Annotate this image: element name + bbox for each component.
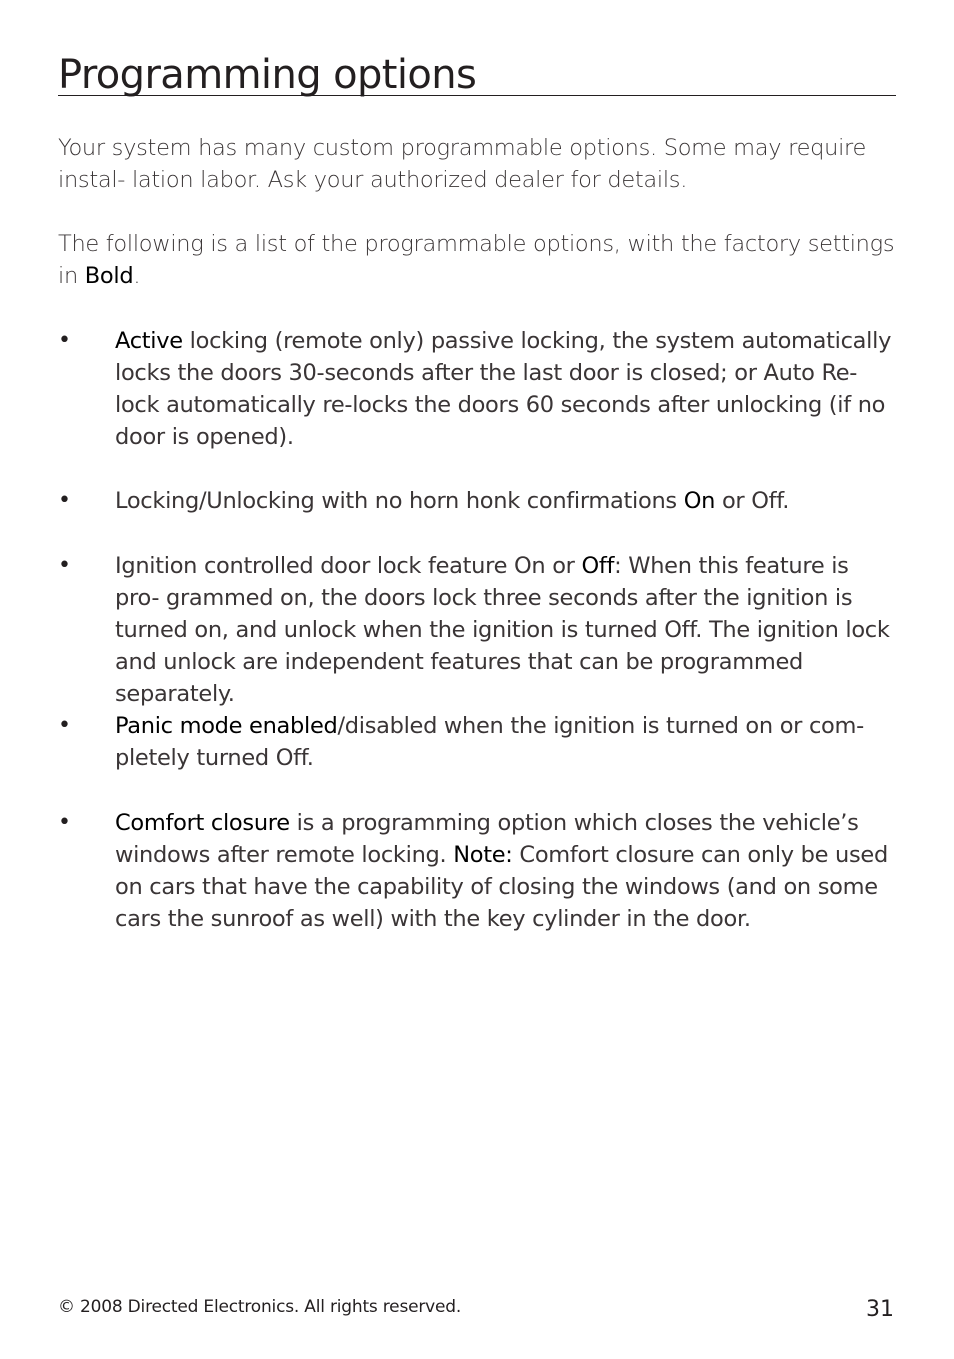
factory-settings-text: The following is a list of the programmable options, with the factory settings in — [58, 231, 895, 289]
bullet-icon: • — [58, 713, 71, 738]
option-active-locking — [58, 325, 896, 453]
option-text — [115, 710, 896, 774]
option-default: Off — [581, 553, 615, 579]
option-description: /disabled when the ignition is turned on or com- pletely turned Off. — [115, 713, 864, 771]
option-default: Comfort closure — [115, 810, 290, 836]
page-number: 31 — [866, 1297, 894, 1322]
page-title: Programming options — [58, 52, 477, 98]
factory-settings-end: . — [133, 263, 141, 289]
option-ignition-door-lock — [58, 550, 896, 710]
heading-underline — [58, 95, 896, 96]
note-label: Note: — [453, 842, 513, 868]
option-text — [115, 550, 896, 710]
intro-paragraph: Your system has many custom programmable options. Some may require instal- lation labor. Ask your authorized dealer for details. — [58, 135, 867, 193]
option-description: Ignition controlled door lock feature On or — [115, 553, 582, 579]
option-horn-confirmation — [58, 485, 896, 517]
option-description-end: or Off. — [715, 488, 790, 514]
note-text: Comfort closure can only be used on cars that have the capability of closing the windows (and on some cars the sunroof as well) with the key cylinder in the door. — [115, 842, 888, 932]
option-description: is a programming option which closes the vehicle’s windows after remote locking. — [115, 810, 859, 868]
bold-label: Bold — [84, 263, 134, 289]
page-heading — [58, 52, 896, 98]
option-text — [115, 325, 896, 453]
option-description-end: : When this feature is pro- grammed on, the doors lock three seconds after the ignition is turned on, and unlock when the ignition is turned Off. The ignition lock and unlock are independent features that can be programmed separately. — [115, 553, 890, 707]
option-default: On — [683, 488, 716, 514]
copyright-notice: © 2008 Directed Electronics. All rights reserved. — [58, 1297, 462, 1317]
bullet-icon: • — [58, 810, 71, 835]
option-default: Panic mode enabled — [115, 713, 338, 739]
option-description: Locking/Unlocking with no horn honk confirmations — [115, 488, 684, 514]
bullet-icon: • — [58, 328, 71, 353]
bullet-icon: • — [58, 488, 71, 513]
option-description: locking (remote only) passive locking, the system automatically locks the doors 30-seconds after the last door is closed; or Auto Re-lock automatically re-locks the doors 60 seconds after unlocking (if no door is opened). — [115, 328, 892, 450]
option-comfort-closure — [58, 807, 896, 935]
option-text — [115, 807, 896, 935]
option-panic-mode — [58, 710, 896, 774]
option-default: Active — [115, 328, 183, 354]
bullet-icon: • — [58, 553, 71, 578]
factory-settings-paragraph — [58, 228, 896, 292]
option-text — [115, 485, 896, 517]
